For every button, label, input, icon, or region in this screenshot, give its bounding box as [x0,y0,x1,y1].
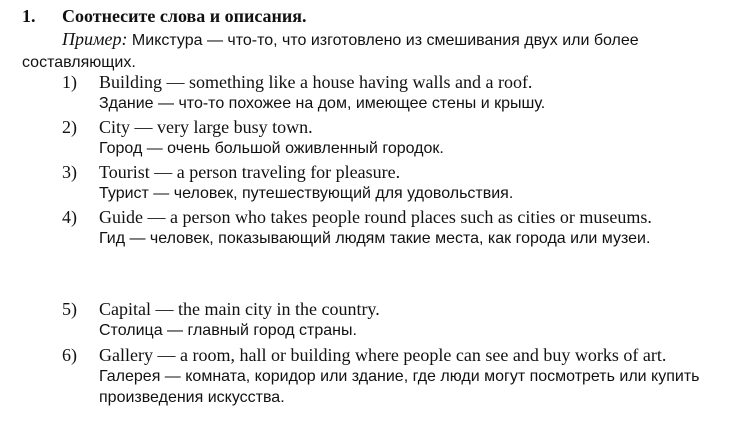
item-russian-definition: Столица — главный город страны. [99,322,357,339]
example-text: Микстура — что-то, что изготовлено из смешивания двух или более составляющих. [22,32,639,71]
item-russian-definition: Гид — человек, показывающий людям такие места, как города или музеи. [99,230,651,247]
item-number: 4) [62,207,77,227]
item-number: 2) [62,117,77,137]
example-paragraph [22,29,702,73]
list-item-capital [62,299,702,341]
item-number: 3) [62,162,77,182]
example-prefix: Пример: [62,29,128,49]
item-russian-definition: Турист — человек, путешествующий для удовольствия. [99,185,514,202]
list-item-tourist [62,162,702,204]
item-english-definition: Gallery — a room, hall or building where people can see and buy works of art. [99,345,667,365]
item-russian-definition: Здание — что-то похожее на дом, имеющее стены и крышу. [99,95,546,112]
list-item-city [62,117,702,159]
item-number: 1) [62,72,77,92]
item-russian-definition: Галерея — комната, коридор или здание, где люди могут посмотреть или купить произведения искусства. [99,368,700,406]
item-english-definition: City — very large busy town. [99,117,313,137]
list-item-building [62,72,702,114]
exercise-number: 1. [22,6,36,26]
exercise-title: Соотнесите слова и описания. [62,6,307,26]
item-russian-definition: Город — очень большой оживленный городок. [99,140,444,157]
item-english-definition: Tourist — a person traveling for pleasure. [99,162,401,182]
list-item-gallery [62,345,702,408]
item-english-definition: Capital — the main city in the country. [99,299,380,319]
item-number: 5) [62,299,77,319]
list-item-guide [62,207,702,249]
item-english-definition: Guide — a person who takes people round places such as cities or museums. [99,207,652,227]
item-english-definition: Building — something like a house having walls and a roof. [99,72,533,92]
exercise-heading [22,6,307,26]
item-number: 6) [62,345,77,365]
